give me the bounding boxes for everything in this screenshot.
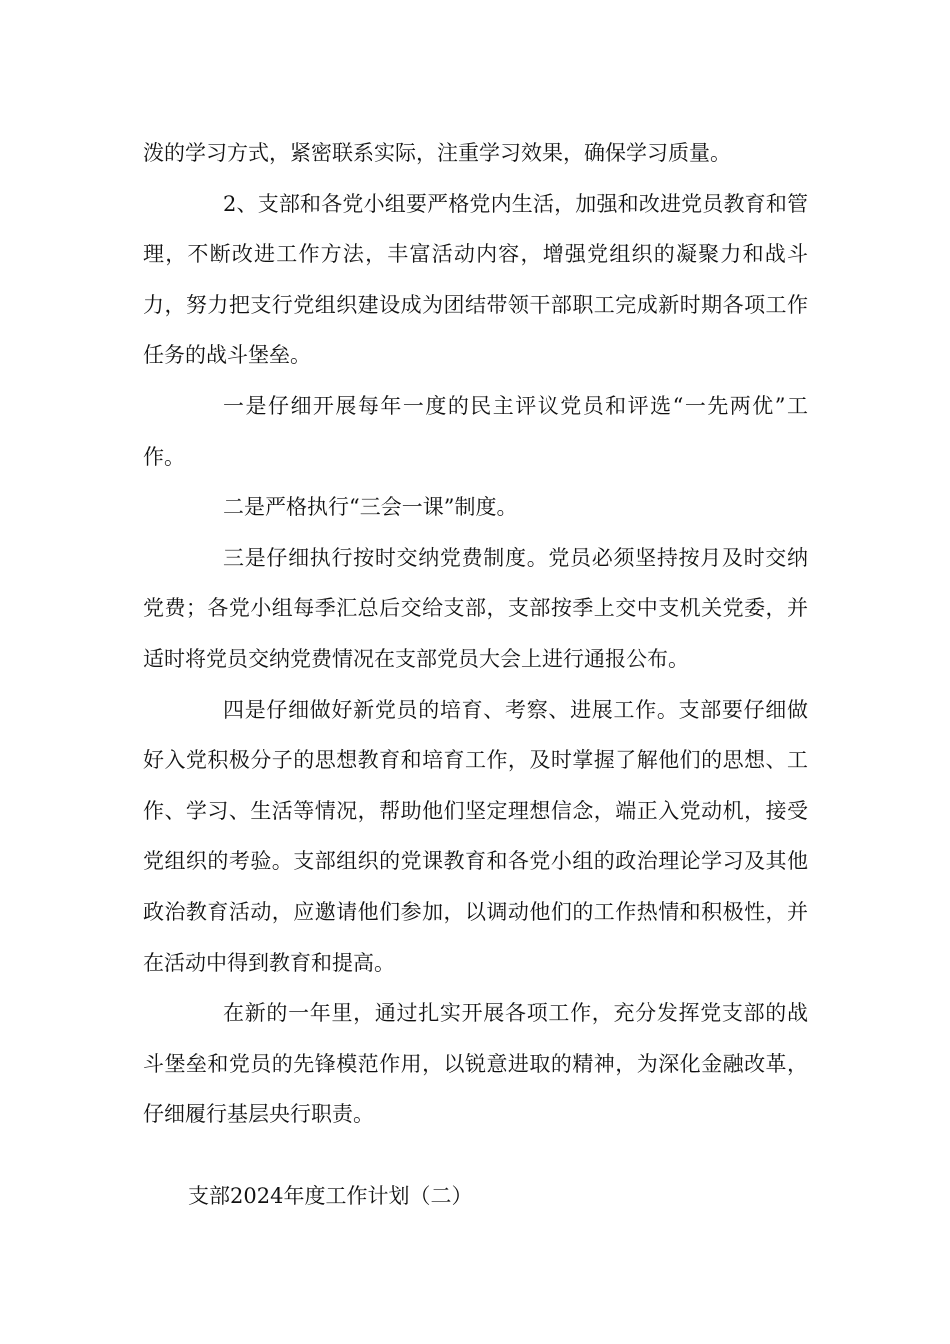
paragraph-point-4: 四是仔细做好新党员的培育、考察、进展工作。支部要仔细做好入党积极分子的思想教育和培育工作，及时掌握了解他们的思想、工作、学习、生活等情况，帮助他们坚定理想信念，端正入党动机，接受党组织的考验。支部组织的党课教育和各党小组的政治理论学习及其他政治教育活动，应邀请他们参加，以调动他们的工作热情和积极性，并在活动中得到教育和提高。	[143, 697, 808, 975]
section-heading: 支部2024年度工作计划（二）	[188, 1184, 473, 1208]
paragraph-point-3: 三是仔细执行按时交纳党费制度。党员必须坚持按月及时交纳党费；各党小组每季汇总后交给支部，支部按季上交中支机关党委，并适时将党员交纳党费情况在支部党员大会上进行通报公布。	[143, 545, 808, 671]
paragraph-point-2: 二是严格执行“三会一课”制度。	[223, 495, 518, 520]
paragraph-conclusion: 在新的一年里，通过扎实开展各项工作，充分发挥党支部的战斗堡垒和党员的先锋模范作用，以锐意进取的精神，为深化金融改革，仔细履行基层央行职责。	[143, 1001, 808, 1127]
paragraph-continuation: 泼的学习方式，紧密联系实际，注重学习效果，确保学习质量。	[143, 141, 731, 165]
paragraph-item-2: 2、支部和各党小组要严格党内生活，加强和改进党员教育和管理，不断改进工作方法，丰富活动内容，增强党组织的凝聚力和战斗力，努力把支行党组织建设成为团结带领干部职工完成新时期各项工作任务的战斗堡垒。	[143, 191, 808, 368]
document-body	[143, 128, 808, 1140]
paragraph-point-1: 一是仔细开展每年一度的民主评议党员和评选“一先两优”工作。	[143, 393, 808, 469]
